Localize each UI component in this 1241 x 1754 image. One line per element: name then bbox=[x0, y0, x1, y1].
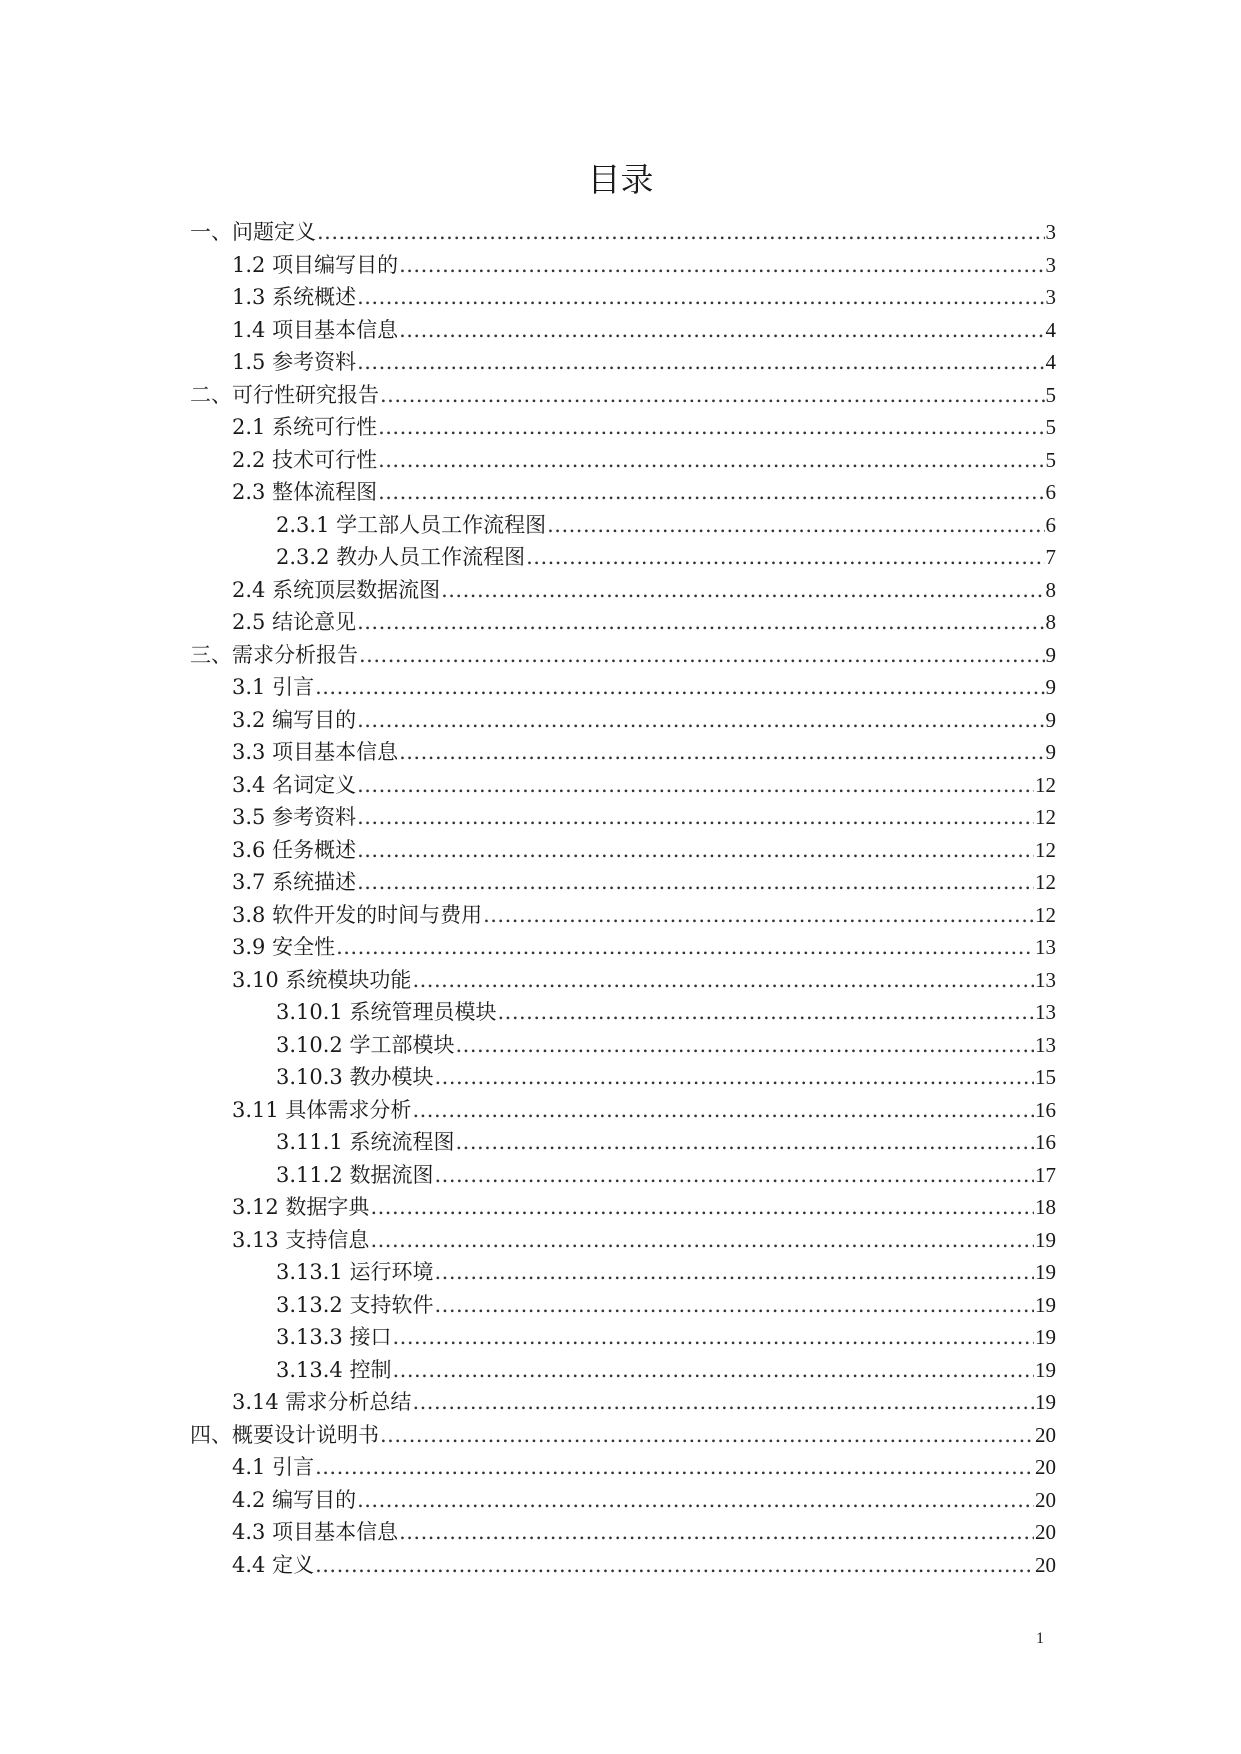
toc-entry-label: 3.8 软件开发的时间与费用 bbox=[232, 902, 483, 927]
toc-entry[interactable] bbox=[190, 249, 1056, 282]
toc-entry[interactable] bbox=[190, 509, 1056, 542]
toc-entry-page: 13 bbox=[1035, 967, 1056, 992]
toc-entry-page: 12 bbox=[1035, 772, 1056, 797]
toc-entry-page: 20 bbox=[1035, 1422, 1056, 1447]
toc-dot-leader bbox=[399, 314, 1044, 347]
toc-entry-label: 3.13.3 接口 bbox=[276, 1325, 392, 1349]
toc-entry[interactable] bbox=[190, 996, 1056, 1029]
toc-entry[interactable] bbox=[190, 1484, 1056, 1517]
toc-entry[interactable] bbox=[190, 801, 1056, 834]
toc-entry-page: 8 bbox=[1045, 577, 1056, 602]
toc-dot-leader bbox=[357, 769, 1034, 802]
toc-entry[interactable] bbox=[190, 899, 1056, 932]
toc-entry-page: 19 bbox=[1035, 1390, 1056, 1414]
toc-dot-leader bbox=[357, 834, 1034, 867]
toc-entry-page: 16 bbox=[1035, 1097, 1056, 1122]
toc-entry[interactable] bbox=[190, 281, 1056, 314]
toc-entry[interactable] bbox=[190, 639, 1056, 672]
toc-entry-label: 2.3.1 学工部人员工作流程图 bbox=[276, 512, 547, 537]
toc-dot-leader bbox=[378, 444, 1044, 477]
toc-entry-page: 12 bbox=[1035, 870, 1056, 894]
toc-entry-label: 3.13.1 运行环境 bbox=[276, 1260, 434, 1284]
toc-entry-label: 二、可行性研究报告 bbox=[190, 382, 379, 407]
toc-entry[interactable] bbox=[190, 834, 1056, 867]
toc-entry-page: 20 bbox=[1035, 1520, 1056, 1544]
toc-entry[interactable] bbox=[190, 1191, 1056, 1224]
toc-entry[interactable] bbox=[190, 541, 1056, 574]
toc-entry[interactable] bbox=[190, 1354, 1056, 1387]
toc-entry[interactable] bbox=[190, 216, 1056, 249]
toc-dot-leader bbox=[359, 639, 1045, 672]
toc-entry[interactable] bbox=[190, 769, 1056, 802]
toc-entry-label: 3.11.2 数据流图 bbox=[276, 1162, 434, 1187]
toc-entry-label: 1.4 项目基本信息 bbox=[232, 317, 399, 342]
toc-entry-page: 9 bbox=[1045, 740, 1056, 764]
toc-dot-leader bbox=[357, 606, 1044, 639]
toc-dot-leader bbox=[357, 1484, 1034, 1517]
toc-entry-page: 18 bbox=[1035, 1195, 1056, 1219]
toc-entry-label: 3.10 系统模块功能 bbox=[232, 967, 412, 992]
toc-dot-leader bbox=[434, 1159, 1034, 1192]
toc-entry[interactable] bbox=[190, 379, 1056, 412]
toc-entry-label: 2.2 技术可行性 bbox=[232, 447, 378, 472]
toc-entry-label: 3.7 系统描述 bbox=[232, 870, 357, 894]
toc-entry[interactable] bbox=[190, 346, 1056, 379]
toc-entry-page: 12 bbox=[1035, 805, 1056, 829]
toc-entry-page: 6 bbox=[1045, 512, 1056, 537]
toc-entry-label: 四、概要设计说明书 bbox=[190, 1422, 379, 1447]
toc-entry-label: 4.3 项目基本信息 bbox=[232, 1520, 399, 1544]
toc-dot-leader bbox=[315, 671, 1044, 704]
toc-entry-page: 15 bbox=[1035, 1065, 1056, 1089]
toc-entry[interactable] bbox=[190, 1126, 1056, 1159]
toc-entry-page: 9 bbox=[1045, 707, 1056, 732]
toc-entry[interactable] bbox=[190, 736, 1056, 769]
toc-entry-label: 4.2 编写目的 bbox=[232, 1487, 357, 1512]
toc-entry-label: 3.12 数据字典 bbox=[232, 1195, 370, 1219]
toc-entry-page: 13 bbox=[1035, 935, 1056, 959]
toc-dot-leader bbox=[392, 1354, 1034, 1387]
toc-entry-label: 三、需求分析报告 bbox=[190, 642, 358, 667]
toc-entry-label: 3.13.2 支持软件 bbox=[276, 1292, 434, 1317]
page-number: 1 bbox=[1036, 1630, 1044, 1647]
toc-entry-page: 12 bbox=[1035, 902, 1056, 927]
toc-dot-leader bbox=[378, 476, 1044, 509]
toc-entry[interactable] bbox=[190, 574, 1056, 607]
toc-entry-page: 17 bbox=[1035, 1162, 1056, 1187]
toc-entry-label: 3.5 参考资料 bbox=[232, 805, 357, 829]
toc-dot-leader bbox=[336, 931, 1034, 964]
toc-entry-page: 7 bbox=[1045, 545, 1056, 569]
toc-entry-label: 3.4 名词定义 bbox=[232, 772, 357, 797]
toc-entry-page: 19 bbox=[1035, 1292, 1056, 1317]
toc-dot-leader bbox=[399, 736, 1044, 769]
toc-entry-page: 12 bbox=[1035, 837, 1056, 862]
toc-dot-leader bbox=[378, 411, 1044, 444]
toc-entry[interactable] bbox=[190, 411, 1056, 444]
toc-entry-page: 6 bbox=[1045, 480, 1056, 504]
toc-entry[interactable] bbox=[190, 866, 1056, 899]
toc-entry[interactable] bbox=[190, 1256, 1056, 1289]
toc-dot-leader bbox=[317, 216, 1045, 249]
toc-dot-leader bbox=[497, 996, 1034, 1029]
toc-entry[interactable] bbox=[190, 1061, 1056, 1094]
toc-entry-label: 4.4 定义 bbox=[232, 1552, 315, 1577]
toc-dot-leader bbox=[380, 1419, 1034, 1452]
toc-entry-label: 1.3 系统概述 bbox=[232, 285, 357, 309]
toc-dot-leader bbox=[434, 1061, 1034, 1094]
page-title: 目录 bbox=[587, 160, 654, 199]
toc-dot-leader bbox=[370, 1191, 1034, 1224]
toc-entry-label: 3.14 需求分析总结 bbox=[232, 1390, 412, 1414]
toc-entry-label: 3.10.1 系统管理员模块 bbox=[276, 1000, 497, 1024]
toc-entry[interactable] bbox=[190, 476, 1056, 509]
toc-entry[interactable] bbox=[190, 1386, 1056, 1419]
toc-entry[interactable] bbox=[190, 606, 1056, 639]
toc-entry-label: 3.1 引言 bbox=[232, 675, 315, 699]
toc-dot-leader bbox=[370, 1224, 1034, 1257]
toc-entry-page: 13 bbox=[1035, 1032, 1056, 1057]
toc-entry-page: 19 bbox=[1035, 1260, 1056, 1284]
toc-entry-label: 3.3 项目基本信息 bbox=[232, 740, 399, 764]
toc-entry-page: 3 bbox=[1045, 220, 1056, 244]
toc-dot-leader bbox=[315, 1451, 1034, 1484]
toc-entry-label: 3.2 编写目的 bbox=[232, 707, 357, 732]
toc-dot-leader bbox=[455, 1126, 1034, 1159]
toc-entry-label: 4.1 引言 bbox=[232, 1455, 315, 1479]
toc-entry[interactable] bbox=[190, 1289, 1056, 1322]
toc-entry[interactable] bbox=[190, 931, 1056, 964]
toc-entry[interactable] bbox=[190, 1159, 1056, 1192]
toc-dot-leader bbox=[315, 1549, 1034, 1582]
toc-entry-label: 2.4 系统顶层数据流图 bbox=[232, 577, 441, 602]
toc-entry[interactable] bbox=[190, 1516, 1056, 1549]
toc-dot-leader bbox=[434, 1256, 1034, 1289]
toc-dot-leader bbox=[412, 1094, 1034, 1127]
toc-entry-page: 19 bbox=[1035, 1357, 1056, 1382]
toc-entry-page: 9 bbox=[1045, 675, 1056, 699]
toc-dot-leader bbox=[392, 1321, 1034, 1354]
toc-entry-page: 19 bbox=[1035, 1325, 1056, 1349]
toc-entry-label: 3.6 任务概述 bbox=[232, 837, 357, 862]
toc-dot-leader bbox=[441, 574, 1044, 607]
toc-dot-leader bbox=[357, 866, 1034, 899]
toc-dot-leader bbox=[483, 899, 1034, 932]
toc-entry-page: 3 bbox=[1045, 285, 1056, 309]
toc-entry[interactable] bbox=[190, 1451, 1056, 1484]
toc-entry[interactable] bbox=[190, 1224, 1056, 1257]
toc-dot-leader bbox=[357, 281, 1044, 314]
toc-dot-leader bbox=[399, 1516, 1034, 1549]
toc-entry[interactable] bbox=[190, 671, 1056, 704]
toc-entry-page: 20 bbox=[1035, 1487, 1056, 1512]
toc-entry-label: 3.11.1 系统流程图 bbox=[276, 1130, 455, 1154]
toc-entry-page: 5 bbox=[1045, 415, 1056, 439]
toc-entry-page: 4 bbox=[1045, 350, 1056, 374]
toc-entry-page: 20 bbox=[1035, 1455, 1056, 1479]
toc-entry-label: 3.11 具体需求分析 bbox=[232, 1097, 412, 1122]
toc-entry[interactable] bbox=[190, 704, 1056, 737]
toc-dot-leader bbox=[357, 801, 1034, 834]
toc-entry-label: 2.1 系统可行性 bbox=[232, 415, 378, 439]
toc-entry-page: 4 bbox=[1045, 317, 1056, 342]
toc-entry[interactable] bbox=[190, 1029, 1056, 1062]
toc-entry-page: 3 bbox=[1045, 252, 1056, 277]
toc-dot-leader bbox=[455, 1029, 1034, 1062]
toc-entry-page: 19 bbox=[1035, 1227, 1056, 1252]
toc-entry-label: 1.2 项目编写目的 bbox=[232, 252, 399, 277]
toc-entry-page: 8 bbox=[1045, 610, 1056, 634]
toc-entry-label: 3.13 支持信息 bbox=[232, 1227, 370, 1252]
toc-entry[interactable] bbox=[190, 964, 1056, 997]
toc-dot-leader bbox=[357, 704, 1044, 737]
toc-entry-label: 2.3.2 教办人员工作流程图 bbox=[276, 545, 526, 569]
toc-entry-page: 16 bbox=[1035, 1130, 1056, 1154]
toc-dot-leader bbox=[412, 964, 1034, 997]
toc-entry-page: 20 bbox=[1035, 1552, 1056, 1577]
toc-dot-leader bbox=[380, 379, 1045, 412]
toc-entry-page: 5 bbox=[1045, 382, 1056, 407]
toc-entry[interactable] bbox=[190, 1419, 1056, 1452]
toc-entry-label: 1.5 参考资料 bbox=[232, 350, 357, 374]
toc-entry-label: 3.10.2 学工部模块 bbox=[276, 1032, 455, 1057]
toc-entry-label: 3.13.4 控制 bbox=[276, 1357, 392, 1382]
toc-entry-label: 3.10.3 教办模块 bbox=[276, 1065, 434, 1089]
toc-dot-leader bbox=[399, 249, 1044, 282]
toc-dot-leader bbox=[434, 1289, 1034, 1322]
table-of-contents bbox=[190, 216, 1056, 1581]
toc-entry[interactable] bbox=[190, 314, 1056, 347]
toc-dot-leader bbox=[412, 1386, 1034, 1419]
toc-entry[interactable] bbox=[190, 1549, 1056, 1582]
toc-entry-page: 9 bbox=[1045, 642, 1056, 667]
toc-entry-label: 3.9 安全性 bbox=[232, 935, 336, 959]
toc-dot-leader bbox=[547, 509, 1044, 542]
toc-entry-page: 13 bbox=[1035, 1000, 1056, 1024]
toc-entry[interactable] bbox=[190, 444, 1056, 477]
toc-dot-leader bbox=[357, 346, 1044, 379]
toc-dot-leader bbox=[526, 541, 1044, 574]
toc-entry[interactable] bbox=[190, 1321, 1056, 1354]
toc-entry-label: 2.3 整体流程图 bbox=[232, 480, 378, 504]
toc-entry[interactable] bbox=[190, 1094, 1056, 1127]
toc-entry-page: 5 bbox=[1045, 447, 1056, 472]
toc-entry-label: 2.5 结论意见 bbox=[232, 610, 357, 634]
toc-entry-label: 一、问题定义 bbox=[190, 220, 316, 244]
